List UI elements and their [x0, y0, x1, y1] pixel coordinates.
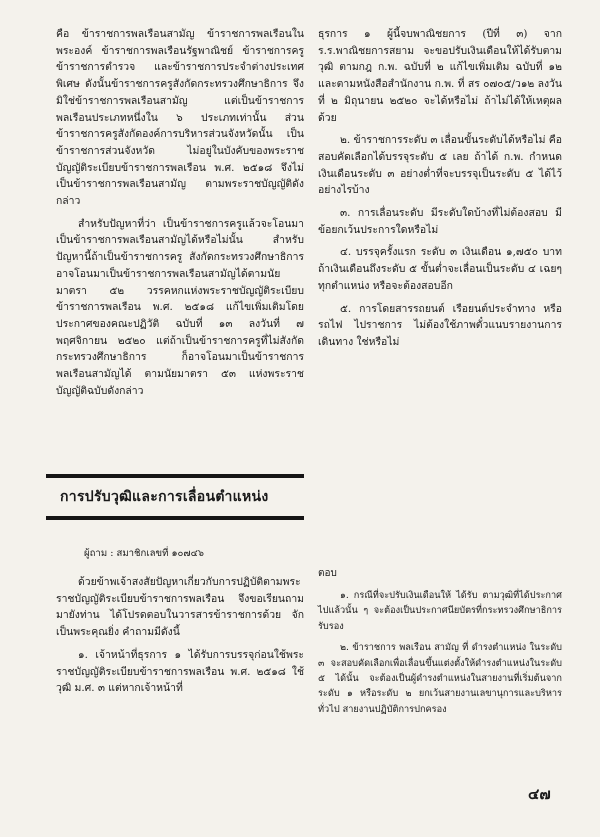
- body-paragraph: สำหรับปัญหาที่ว่า เป็นข้าราชการครูแล้วจะโอนมาเป็นข้าราชการพลเรือนสามัญได้หรือไม่นั้น สำหรับปัญหานี้ถ้าเป็นข้าราชการครู สังกัดกระทรวงศึกษาธิการ อาจโอนมาเป็นข้าราชการพลเรือนสามัญได้ตามนัยมาตรา ๕๒ วรรคหกแห่งพระราชบัญญัติระเบียบข้าราชการพลเรือน พ.ศ. ๒๕๑๘ แก้ไขเพิ่มเติมโดยประกาศของคณะปฏิวัติ ฉบับที่ ๑๓ ลงวันที่ ๗ พฤศจิกายน ๒๕๒๐ แต่ถ้าเป็นข้าราชการครูที่ไม่สังกัดกระทรวงศึกษาธิการ ก็อาจโอนมาเป็นข้าราชการพลเรือนสามัญได้ ตามนัยมาตรา ๕๓ แห่งพระราชบัญญัติฉบับดังกล่าว: [56, 217, 304, 397]
- answer-paragraph: ๒. ข้าราชการ พลเรือน สามัญ ที่ ดำรงตำแหน่ง ในระดับ ๓ จะสอบคัดเลือกเพื่อเลื่อนขึ้นแต่งตั้งให้ดำรงตำแหน่งในระดับ ๕ ได้นั้น จะต้องเป็นผู้ดำรงตำแหน่งในสายงานที่เริ่มต้นจากระดับ ๑ หรือระดับ ๒ ยกเว้นสายงานเลขานุการและบริหารทั่วไป สายงานปฏิบัติการปกครอง: [318, 642, 562, 715]
- section-rule-top: [46, 474, 304, 478]
- right-column: [318, 26, 562, 351]
- answer-paragraph: ๑. กรณีที่จะปรับเงินเดือนให้ ได้รับ ตามวุฒิที่ได้ประกาศไปแล้วนั้น ๆ จะต้องเป็นประกาศนียบัตรที่กระทรวงศึกษาธิการรับรอง: [318, 590, 562, 632]
- body-paragraph: ๒. ข้าราชการระดับ ๓ เลื่อนขั้นระดับได้หรือไม่ คือสอบคัดเลือกได้บรรจุระดับ ๕ เลย ถ้าได้ ก.พ. กำหนดเงินเดือนระดับ ๓ อย่างต่ำที่จะบรรจุเป็นระดับ ๕ ได้ไว้อย่างไรบ้าง: [318, 134, 562, 197]
- page-number: ๔๗: [528, 785, 551, 803]
- answer-label: ตอบ: [318, 568, 337, 579]
- right-column-answers: [318, 588, 562, 717]
- question-author: ผู้ถาม : สมาชิกเลขที่ ๑๐๗๔๖: [84, 548, 204, 559]
- section-rule-bottom: [46, 516, 304, 520]
- body-paragraph: ๕. การโดยสารรถยนต์ เรือยนต์ประจำทาง หรือรถไฟ ไปราชการ ไม่ต้องใช้ภาพตั๋วแนบรายงานการเดินทาง ใช่หรือไม่: [318, 302, 562, 348]
- body-paragraph: ๑. เจ้าหน้าที่ธุรการ ๑ ได้รับการบรรจุก่อนใช้พระราชบัญญัติระเบียบข้าราชการพลเรือน พ.ศ. ๒๕๑๘ ใช้วุฒิ ม.ศ. ๓ แต่หากเจ้าหน้าที่: [56, 648, 304, 695]
- body-paragraph: ด้วยข้าพเจ้าสงสัยปัญหาเกี่ยวกับการปฏิบัติตามพระราชบัญญัติระเบียบข้าราชการพลเรือน จึงขอเรียนถามมายังท่าน ได้โปรดตอบในวารสารข้าราชการด้วย จักเป็นพระคุณยิ่ง คำถามมีดังนี้: [56, 576, 304, 639]
- left-column: [56, 26, 304, 399]
- body-paragraph: ๓. การเลื่อนระดับ มีระดับใดบ้างที่ไม่ต้องสอบ มีข้อยกเว้นประการใดหรือไม่: [318, 207, 562, 236]
- body-paragraph: ธุรการ ๑ ผู้นี้จบพาณิชยการ (ปีที่ ๓) จาก ร.ร.พาณิชยการสยาม จะขอปรับเงินเดือนให้ได้รับตามวุฒิ ตามกฎ ก.พ. ฉบับที่ ๒ แก้ไขเพิ่มเติม ฉบับที่ ๑๒ และตามหนังสือสำนักงาน ก.พ. ที่ สร ๐๗๐๕/ว๑๒ ลงวันที่ ๒ มิถุนายน ๒๕๒๐ จะได้หรือไม่ ถ้าไม่ได้ให้เหตุผลด้วย: [318, 28, 562, 124]
- body-paragraph: คือ ข้าราชการพลเรือนสามัญ ข้าราชการพลเรือนในพระองค์ ข้าราชการพลเรือนรัฐพาณิชย์ ข้าราชการครู ข้าราชการตำรวจ และข้าราชการประจำต่างประเทศพิเศษ ดังนั้นข้าราชการครูสังกัดกระทรวงศึกษาธิการ จึงมิใช่ข้าราชการพลเรือนสามัญ แต่เป็นข้าราชการพลเรือนประเภทหนึ่งใน ๖ ประเภทเท่านั้น ส่วนข้าราชการครูสังกัดองค์การบริหารส่วนจังหวัดนั้น เป็นข้าราชการส่วนจังหวัด ไม่อยู่ในบังคับของพระราชบัญญัติระเบียบข้าราชการพลเรือน พ.ศ. ๒๕๑๘ จึงไม่เป็นข้าราชการพลเรือนสามัญ ตามพระราชบัญญัติดังกล่าว: [56, 28, 304, 208]
- body-paragraph: ๔. บรรจุครั้งแรก ระดับ ๓ เงินเดือน ๑,๗๕๐ บาท ถ้าเงินเดือนถึงระดับ ๕ ขั้นต่ำจะเลื่อนเป็นระดับ ๔ เฉยๆทุกตำแหน่ง หรือจะต้องสอบอีก: [318, 246, 562, 292]
- left-column-question: [56, 574, 304, 697]
- section-title: การปรับวุฒิและการเลื่อนตำแหน่ง: [60, 489, 269, 505]
